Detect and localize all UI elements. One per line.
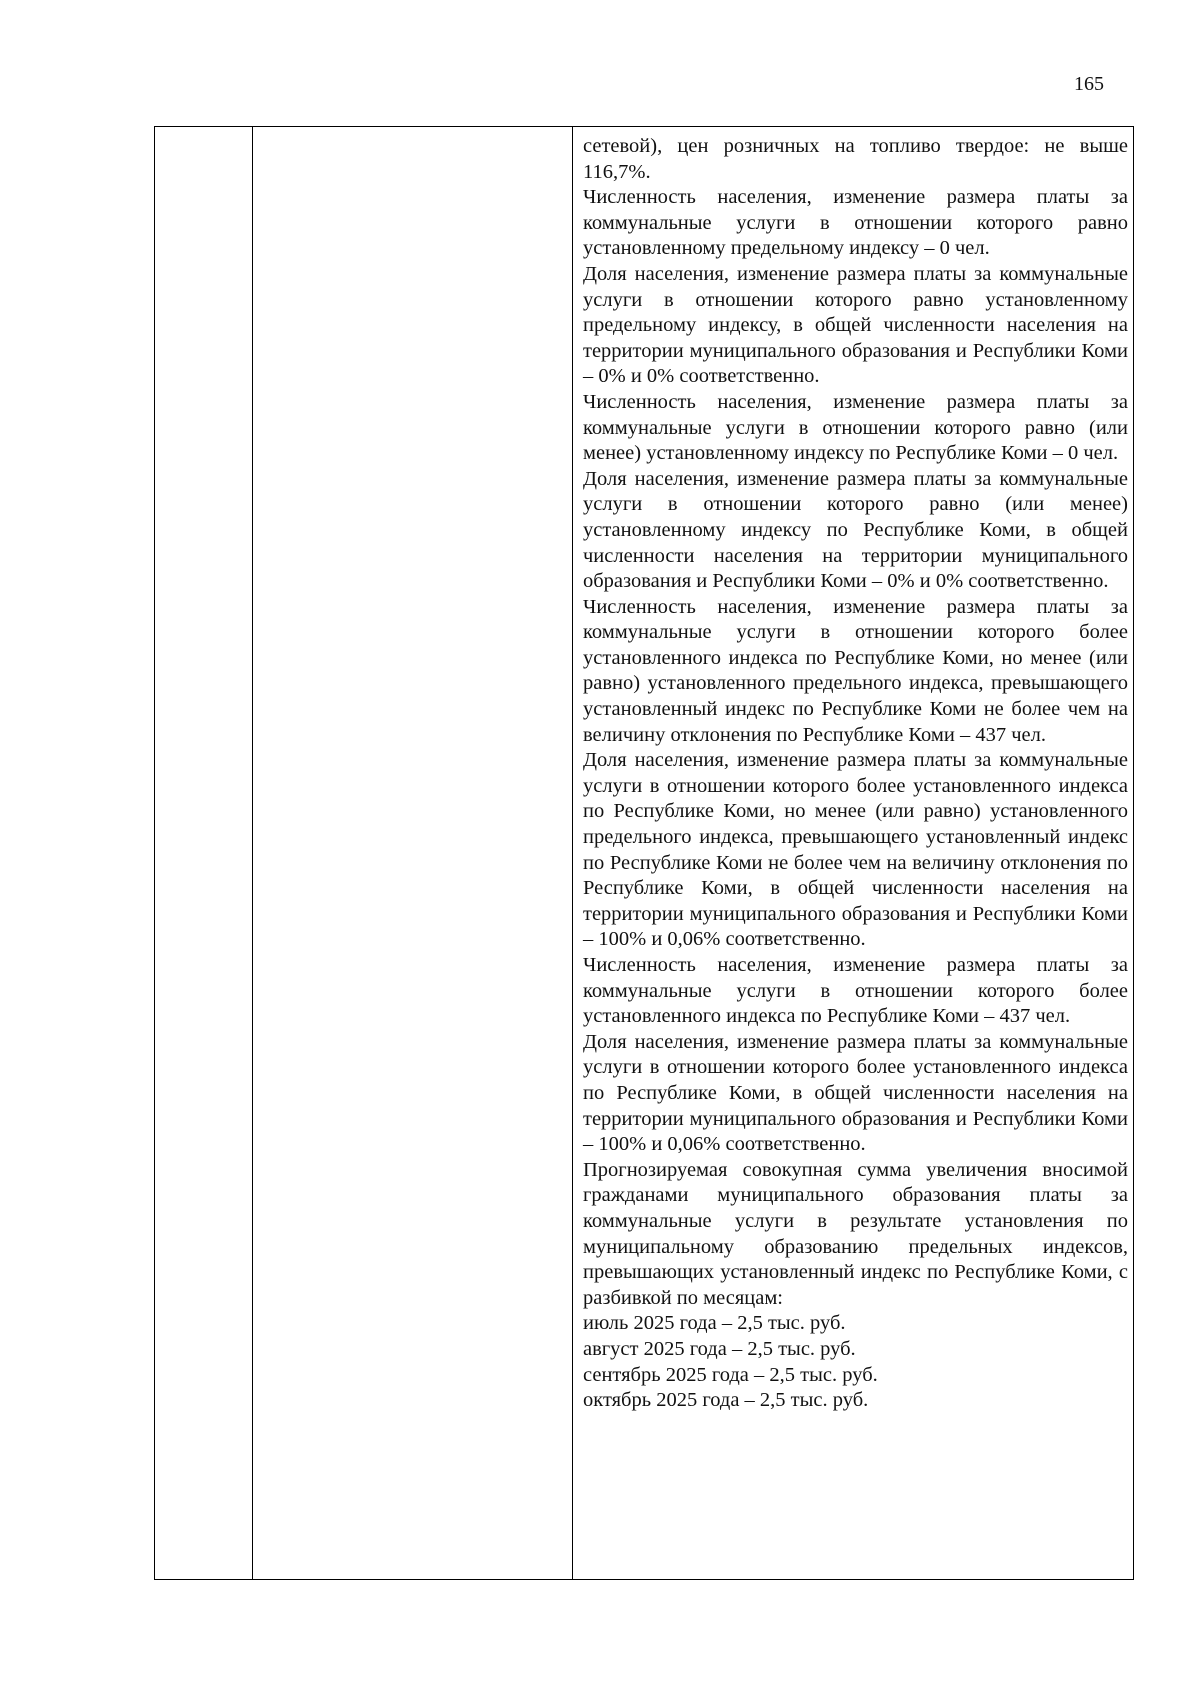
- column-divider: [572, 127, 573, 1579]
- paragraph: Доля населения, изменение размера платы за коммунальные услуги в отношении которого равно установленному предельному индексу, в общей численности населения на территории муниципального образования и Республики Коми – 0% и 0% соответственно.: [583, 262, 1128, 388]
- column-divider: [252, 127, 253, 1579]
- paragraph: Доля населения, изменение размера платы за коммунальные услуги в отношении которого равно (или менее) установленному индексу по Республике Коми, в общей численности населения на территории муниципального образования и Республики Коми – 0% и 0% соответственно.: [583, 467, 1128, 593]
- paragraph: Численность населения, изменение размера платы за коммунальные услуги в отношении которого равно установленному предельному индексу – 0 чел.: [583, 186, 1128, 260]
- paragraph: Прогнозируемая совокупная сумма увеличения вносимой гражданами муниципального образования платы за коммунальные услуги в результате установления по муниципальному образованию предельных индексов, превышающих установленный индекс по Республике Коми, с разбивкой по месяцам:: [583, 1158, 1128, 1309]
- month-item: август 2025 года – 2,5 тыс. руб.: [583, 1337, 856, 1360]
- paragraph: Численность населения, изменение размера платы за коммунальные услуги в отношении которого равно (или менее) установленному индексу по Республике Коми – 0 чел.: [583, 390, 1128, 465]
- month-item: сентябрь 2025 года – 2,5 тыс. руб.: [583, 1363, 878, 1386]
- paragraph: Численность населения, изменение размера платы за коммунальные услуги в отношении которого более установленного индекса по Республике Коми, но менее (или равно) установленного предельного индекса, превышающего установленный индекс по Республике Коми не более чем на величину отклонения по Республике Коми – 437 чел.: [583, 595, 1128, 746]
- paragraph: Численность населения, изменение размера платы за коммунальные услуги в отношении которого более установленного индекса по Республике Коми – 437 чел.: [583, 954, 1128, 1028]
- paragraph: Доля населения, изменение размера платы за коммунальные услуги в отношении которого более установленного индекса по Республике Коми, но менее (или равно) установленного предельного индекса, превышающего установленный индекс по Республике Коми не более чем на величину отклонения по Республике Коми, в общей численности населения на территории муниципального образования и Республики Коми – 100% и 0,06% соответственно.: [583, 749, 1128, 951]
- paragraph: Доля населения, изменение размера платы за коммунальные услуги в отношении которого более установленного индекса по Республике Коми, в общей численности населения на территории муниципального образования и Республики Коми – 100% и 0,06% соответственно.: [583, 1030, 1128, 1156]
- month-item: октябрь 2025 года – 2,5 тыс. руб.: [583, 1389, 869, 1412]
- document-table: [154, 126, 1134, 1580]
- paragraph: сетевой), цен розничных на топливо твердое: не выше 116,7%.: [583, 135, 1128, 183]
- page-number: 165: [1074, 73, 1104, 95]
- table-cell-text: [583, 134, 1128, 1414]
- month-item: июль 2025 года – 2,5 тыс. руб.: [583, 1312, 846, 1335]
